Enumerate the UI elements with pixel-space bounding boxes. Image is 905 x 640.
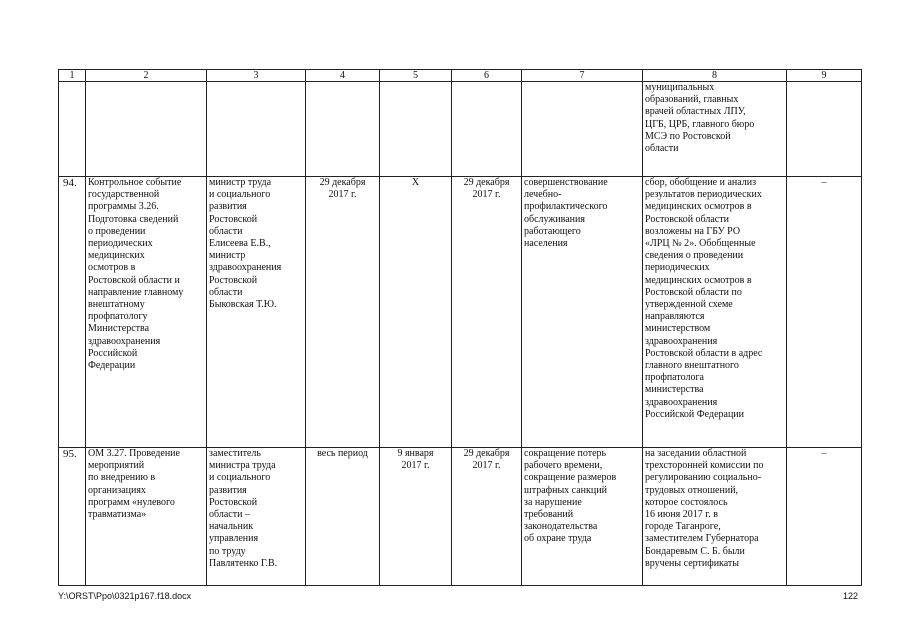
column-number-row [59,70,862,82]
event-cell: ОМ 3.27. Проведение мероприятий по внедрению в организациях программ «нулевого травматизма» [86,448,207,586]
responsible-cell: министр труда и социального развития Ростовской области Елисеева Е.В., министр здравоохранения Ростовской области Быковская Т.Ю. [207,177,306,448]
continuation-row [59,82,862,177]
col-header-7: 7 [522,70,643,82]
planned-date-cell: 29 декабря 2017 г. [306,177,380,448]
col-header-5: 5 [380,70,452,82]
table-row [59,177,862,448]
continuation-text: муниципальных образований, главных врачей областных ЛПУ, ЦГБ, ЦРБ, главного бюро МСЭ по Ростовской области [643,82,787,177]
note-cell: – [787,177,862,448]
note-cell: – [787,448,862,586]
col-header-9: 9 [787,70,862,82]
start-date-cell: 9 января 2017 г. [380,448,452,586]
col-header-1: 1 [59,70,86,82]
start-date-cell: Х [380,177,452,448]
end-date-cell: 29 декабря 2017 г. [452,177,522,448]
planned-date-cell: весь период [306,448,380,586]
table-row [59,448,862,586]
status-cell: сбор, обобщение и анализ результатов периодических медицинских осмотров в Ростовской области возложены на ГБУ РО «ЛРЦ № 2». Обобщенные сведения о проведении периодических медицинских осмотров в Ростовской области по утвержденной схеме направляются министерством здравоохранения Ростовской области в адрес главного внештатного профпатолога министерства здравоохранения Российской Федерации [643,177,787,448]
row-number: 95. [59,448,86,586]
end-date-cell: 29 декабря 2017 г. [452,448,522,586]
col-header-6: 6 [452,70,522,82]
file-path: Y:\ORST\Ppo\0321p167.f18.docx [58,591,192,601]
row-number: 94. [59,177,86,448]
page-number: 122 [842,591,858,601]
status-cell: на заседании областной трехсторонней комиссии по регулированию социально- трудовых отношений, которое состоялось 16 июня 2017 г. в городе Таганроге, заместителем Губернатора Бондаревым С. Б. были вручены сертификаты [643,448,787,586]
result-cell: совершенствование лечебно- профилактического обслуживания работающего населения [522,177,643,448]
result-cell: сокращение потерь рабочего времени, сокращение размеров штрафных санкций за нарушение требований законодательства об охране труда [522,448,643,586]
col-header-8: 8 [643,70,787,82]
event-cell: Контрольное событие государственной программы 3.26. Подготовка сведений о проведении периодических медицинских осмотров в Ростовской области и направление главному внештатному профпатологу Министерства здравоохранения Российской Федерации [86,177,207,448]
col-header-2: 2 [86,70,207,82]
measures-table [58,69,862,586]
responsible-cell: заместитель министра труда и социального развития Ростовской области – начальник управления по труду Павлятенко Г.В. [207,448,306,586]
col-header-3: 3 [207,70,306,82]
col-header-4: 4 [306,70,380,82]
